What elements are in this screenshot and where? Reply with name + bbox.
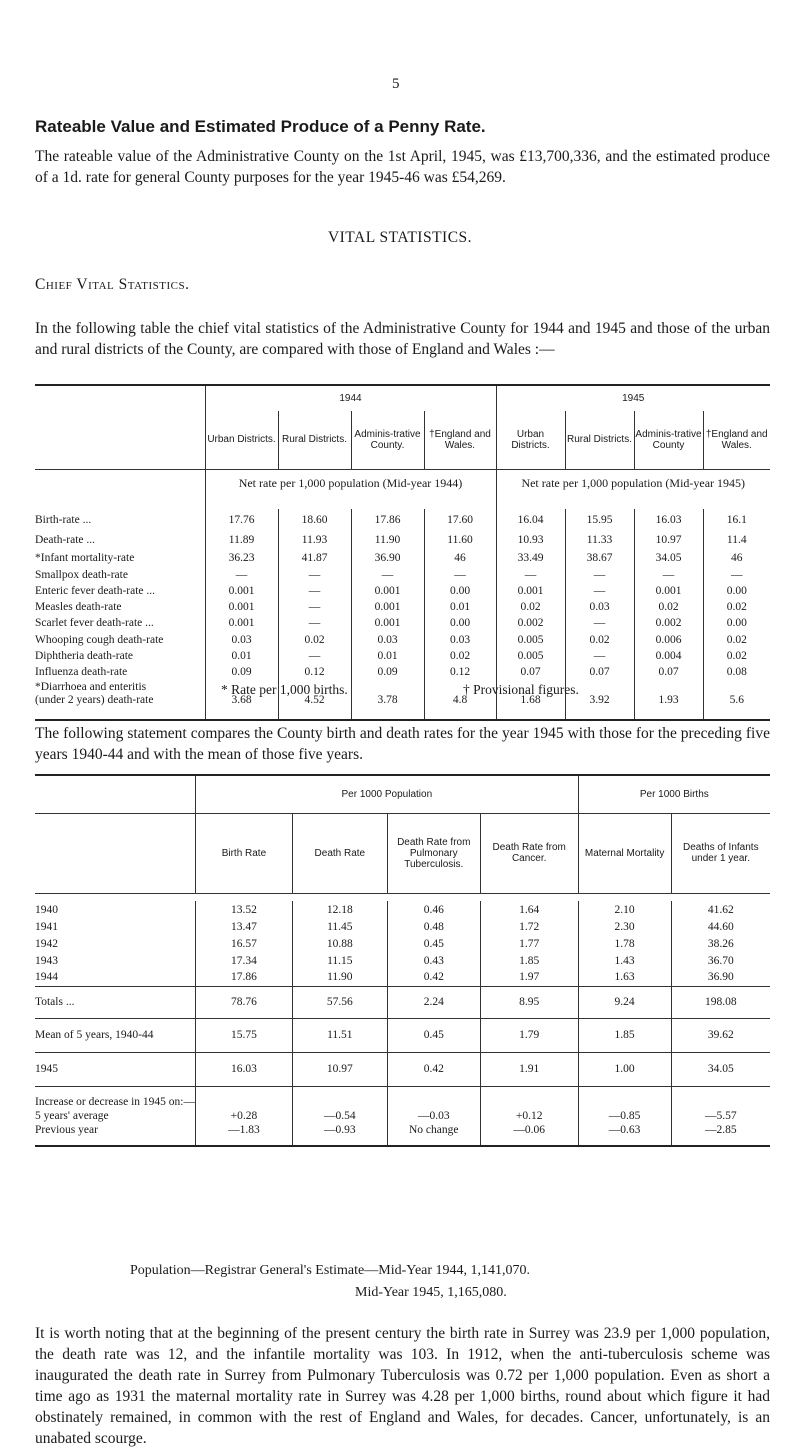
cell-value: 3.78 xyxy=(351,694,424,720)
intro-paragraph: In the following table the chief vital statistics of the Administrative County for 1944 and 1945 and those of the urban and rural districts of the County, are compared with those of England and Wales :— xyxy=(35,320,770,358)
year-1944-header: 1944 xyxy=(205,385,496,411)
table-row xyxy=(35,969,770,986)
col-header: Deaths of Infants under 1 year. xyxy=(671,813,770,893)
cell-value: 0.001 xyxy=(205,614,278,631)
cell-value: 16.03 xyxy=(195,1052,292,1086)
col-header: Death Rate from Cancer. xyxy=(480,813,578,893)
empty-cell xyxy=(387,1086,480,1108)
cell-value: 0.004 xyxy=(634,648,703,664)
cell-value: 3.68 xyxy=(205,694,278,720)
cell-value: 0.02 xyxy=(634,599,703,614)
col-header: Death Rate xyxy=(292,813,387,893)
cell-value: 46 xyxy=(424,549,496,567)
table-row xyxy=(35,952,770,969)
cell-value: 10.97 xyxy=(292,1052,387,1086)
cell-value: 0.001 xyxy=(205,582,278,599)
cell-value: 17.34 xyxy=(195,952,292,969)
cell-value: 10.97 xyxy=(634,531,703,549)
cell-value: 0.46 xyxy=(387,901,480,918)
row-label: Influenza death-rate xyxy=(35,665,128,678)
table-row xyxy=(35,648,770,664)
cell-value: 0.00 xyxy=(424,582,496,599)
cell-value: — xyxy=(205,567,278,582)
table-row xyxy=(35,918,770,935)
table-row xyxy=(35,986,770,1018)
compare-paragraph: The following statement compares the County birth and death rates for the year 1945 with those for the preceding five years 1940-44 and with the mean of those five years. xyxy=(35,725,770,763)
row-label: Whooping cough death-rate xyxy=(35,633,164,646)
col-header: Urban Districts. xyxy=(205,411,278,469)
row-label: 1941 xyxy=(35,920,58,933)
col-header: †England and Wales. xyxy=(703,411,770,469)
cell-value: 0.42 xyxy=(387,969,480,986)
cell-value: 11.93 xyxy=(278,531,351,549)
cell-value: 10.93 xyxy=(496,531,565,549)
cell-value: 39.62 xyxy=(671,1018,770,1052)
cell-value: 0.00 xyxy=(424,614,496,631)
cell-value: 4.52 xyxy=(278,694,351,720)
col-header: †England and Wales. xyxy=(424,411,496,469)
cell-value: 0.005 xyxy=(496,648,565,664)
table-row xyxy=(35,1018,770,1052)
col-header: Adminis-trative County. xyxy=(351,411,424,469)
cell-value: 11.33 xyxy=(565,531,634,549)
cell-value: —2.85 xyxy=(671,1124,770,1146)
cell-value: 198.08 xyxy=(671,986,770,1018)
cell-value: 0.48 xyxy=(387,918,480,935)
cell-value: 2.30 xyxy=(578,918,671,935)
cell-value: —0.85 xyxy=(578,1108,671,1124)
table-row xyxy=(35,935,770,952)
col-header: Urban Districts. xyxy=(496,411,565,469)
cell-value: 2.24 xyxy=(387,986,480,1018)
cell-value: 0.07 xyxy=(634,664,703,679)
cell-value: 0.02 xyxy=(703,648,770,664)
cell-value: 4.8 xyxy=(424,694,496,720)
table-row xyxy=(35,901,770,918)
cell-value: 16.04 xyxy=(496,509,565,531)
cell-value: —0.06 xyxy=(480,1124,578,1146)
subheader-1945: Net rate per 1,000 population (Mid-year 1945) xyxy=(496,469,770,509)
cell-value: 0.09 xyxy=(351,664,424,679)
cell-value: 0.001 xyxy=(496,582,565,599)
page-number: 5 xyxy=(392,76,400,92)
cell-value: 9.24 xyxy=(578,986,671,1018)
cell-value: 0.001 xyxy=(351,582,424,599)
cell-value: 12.18 xyxy=(292,901,387,918)
cell-value: No change xyxy=(387,1124,480,1146)
cell-value: 1.79 xyxy=(480,1018,578,1052)
cell-value: 0.42 xyxy=(387,1052,480,1086)
cell-value: 38.67 xyxy=(565,549,634,567)
population-1944: Population—Registrar General's Estimate—Mid-Year 1944, 1,141,070. xyxy=(130,1263,531,1278)
cell-value: 34.05 xyxy=(634,549,703,567)
cell-value: 0.03 xyxy=(351,631,424,648)
cell-value: 17.86 xyxy=(351,509,424,531)
cell-value: —0.63 xyxy=(578,1124,671,1146)
cell-value: 1.68 xyxy=(496,694,565,720)
cell-value: 1.77 xyxy=(480,935,578,952)
row-label: Birth-rate ... xyxy=(35,514,92,526)
cell-value: 1.97 xyxy=(480,969,578,986)
cell-value: 0.005 xyxy=(496,631,565,648)
cell-value: 0.43 xyxy=(387,952,480,969)
rateable-paragraph: The rateable value of the Administrative County on the 1st April, 1945, was £13,700,336, and the estimated produce of a 1d. rate for general County purposes for the year 1945-46 was £54,269. xyxy=(35,148,770,186)
cell-value: — xyxy=(278,648,351,664)
cell-value: 0.01 xyxy=(205,648,278,664)
cell-value: 0.01 xyxy=(351,648,424,664)
cell-value: — xyxy=(703,567,770,582)
cell-value: 16.57 xyxy=(195,935,292,952)
cell-value: 17.76 xyxy=(205,509,278,531)
cell-value: 5.6 xyxy=(703,694,770,720)
col-header: Death Rate from Pulmonary Tuberculosis. xyxy=(387,813,480,893)
cell-value: 1.64 xyxy=(480,901,578,918)
cell-value: 11.45 xyxy=(292,918,387,935)
cell-value: 0.02 xyxy=(703,631,770,648)
cell-value: 0.02 xyxy=(278,631,351,648)
cell-value: 44.60 xyxy=(671,918,770,935)
row-label: Smallpox death-rate xyxy=(35,568,128,581)
cell-value: 0.03 xyxy=(565,599,634,614)
table-row xyxy=(35,582,770,599)
table-row xyxy=(35,1124,770,1146)
rates-comparison-table xyxy=(35,774,770,1147)
table-row xyxy=(35,1108,770,1124)
cell-value: 11.15 xyxy=(292,952,387,969)
cell-value: — xyxy=(424,567,496,582)
cell-value: — xyxy=(496,567,565,582)
spacer-cell xyxy=(35,893,770,901)
vital-statistics-table xyxy=(35,384,770,721)
table-row xyxy=(35,1086,770,1108)
row-label: Mean of 5 years, 1940-44 xyxy=(35,1029,154,1041)
col-header: Birth Rate xyxy=(195,813,292,893)
cell-value: 11.60 xyxy=(424,531,496,549)
cell-value: 16.03 xyxy=(634,509,703,531)
cell-value: 1.63 xyxy=(578,969,671,986)
table-row xyxy=(35,631,770,648)
cell-value: 18.60 xyxy=(278,509,351,531)
row-label: 1942 xyxy=(35,937,58,950)
year-1945-header: 1945 xyxy=(496,385,770,411)
cell-value: — xyxy=(565,582,634,599)
table-row xyxy=(35,567,770,582)
cell-value: 11.89 xyxy=(205,531,278,549)
empty-cell xyxy=(195,1086,292,1108)
cell-value: 15.75 xyxy=(195,1018,292,1052)
chief-vital-statistics-title: Chief Vital Statistics. xyxy=(35,276,190,293)
col-header: Rural Districts. xyxy=(278,411,351,469)
cell-value: —0.54 xyxy=(292,1108,387,1124)
cell-value: 0.45 xyxy=(387,1018,480,1052)
cell-value: 46 xyxy=(703,549,770,567)
cell-value: 0.03 xyxy=(205,631,278,648)
table-row xyxy=(35,614,770,631)
cell-value: —5.57 xyxy=(671,1108,770,1124)
cell-value: — xyxy=(278,567,351,582)
col-header: Adminis-trative County xyxy=(634,411,703,469)
row-label: *Infant mortality-rate xyxy=(35,552,135,564)
row-label: Totals ... xyxy=(35,996,75,1008)
cell-value: 36.90 xyxy=(351,549,424,567)
cell-value: 0.01 xyxy=(424,599,496,614)
cell-value: — xyxy=(278,599,351,614)
cell-value: 57.56 xyxy=(292,986,387,1018)
table-row xyxy=(35,694,770,720)
cell-value: — xyxy=(565,648,634,664)
cell-value: 0.02 xyxy=(565,631,634,648)
cell-value: 1.00 xyxy=(578,1052,671,1086)
cell-value: — xyxy=(278,614,351,631)
cell-value: 0.001 xyxy=(634,582,703,599)
empty-cell xyxy=(480,1086,578,1108)
cell-value: 11.90 xyxy=(351,531,424,549)
cell-value: 0.08 xyxy=(703,664,770,679)
cell-value: 0.07 xyxy=(565,664,634,679)
cell-value: 15.95 xyxy=(565,509,634,531)
cell-value: 0.002 xyxy=(634,614,703,631)
col-header: Rural Districts. xyxy=(565,411,634,469)
cell-value: 78.76 xyxy=(195,986,292,1018)
cell-value: — xyxy=(278,582,351,599)
cell-value: 34.05 xyxy=(671,1052,770,1086)
cell-value: 1.85 xyxy=(480,952,578,969)
table-row xyxy=(35,509,770,531)
subheader-1944: Net rate per 1,000 population (Mid-year 1944) xyxy=(205,469,496,509)
cell-value: 1.93 xyxy=(634,694,703,720)
cell-value: +0.12 xyxy=(480,1108,578,1124)
cell-value: 36.90 xyxy=(671,969,770,986)
cell-value: 2.10 xyxy=(578,901,671,918)
cell-value: 1.78 xyxy=(578,935,671,952)
cell-value: 8.95 xyxy=(480,986,578,1018)
cell-value xyxy=(351,679,424,694)
cell-value: 10.88 xyxy=(292,935,387,952)
cell-value: — xyxy=(634,567,703,582)
cell-value: 11.90 xyxy=(292,969,387,986)
row-label: 1945 xyxy=(35,1063,58,1075)
empty-cell xyxy=(671,1086,770,1108)
cell-value: 0.09 xyxy=(205,664,278,679)
cell-value: 0.001 xyxy=(205,599,278,614)
cell-value: +0.28 xyxy=(195,1108,292,1124)
cell-value: 1.72 xyxy=(480,918,578,935)
change-label: Increase or decrease in 1945 on:— xyxy=(35,1096,195,1108)
cell-value: 0.03 xyxy=(424,631,496,648)
cell-value: —1.83 xyxy=(195,1124,292,1146)
row-label: 5 years' average xyxy=(35,1110,109,1122)
cell-value: — xyxy=(565,614,634,631)
empty-cell xyxy=(292,1086,387,1108)
cell-value: 11.51 xyxy=(292,1018,387,1052)
table-row xyxy=(35,664,770,679)
cell-value: 0.07 xyxy=(496,664,565,679)
footnote-provisional: † Provisional figures. xyxy=(463,682,579,697)
spacer-row xyxy=(35,893,770,901)
row-label: Diphtheria death-rate xyxy=(35,650,134,662)
cell-value: 36.70 xyxy=(671,952,770,969)
row-label: Scarlet fever death-rate ... xyxy=(35,616,154,629)
table-row xyxy=(35,679,770,694)
population-1945: Mid-Year 1945, 1,165,080. xyxy=(355,1285,507,1300)
cell-value: 41.87 xyxy=(278,549,351,567)
table-row xyxy=(35,531,770,549)
cell-value xyxy=(703,679,770,694)
cell-value: 0.001 xyxy=(351,614,424,631)
cell-value: 17.60 xyxy=(424,509,496,531)
cell-value: —0.93 xyxy=(292,1124,387,1146)
cell-value: 1.85 xyxy=(578,1018,671,1052)
per-1000-population-header: Per 1000 Population xyxy=(195,775,578,813)
table-row xyxy=(35,1052,770,1086)
row-label: *Diarrhoea and enteritis xyxy=(35,680,147,693)
cell-value: 17.86 xyxy=(195,969,292,986)
cell-value: 1.91 xyxy=(480,1052,578,1086)
col-header: Maternal Mortality xyxy=(578,813,671,893)
empty-cell xyxy=(578,1086,671,1108)
cell-value: 0.00 xyxy=(703,614,770,631)
table-row xyxy=(35,549,770,567)
row-label: 1943 xyxy=(35,954,58,967)
cell-value: 33.49 xyxy=(496,549,565,567)
cell-value: 36.23 xyxy=(205,549,278,567)
row-label: Measles death-rate xyxy=(35,600,122,613)
table-row xyxy=(35,599,770,614)
row-label: Enteric fever death-rate ... xyxy=(35,584,156,597)
cell-value: 0.02 xyxy=(703,599,770,614)
cell-value: 13.52 xyxy=(195,901,292,918)
per-1000-births-header: Per 1000 Births xyxy=(578,775,770,813)
cell-value: 16.1 xyxy=(703,509,770,531)
cell-value: 41.62 xyxy=(671,901,770,918)
cell-value: 0.002 xyxy=(496,614,565,631)
cell-value: — xyxy=(351,567,424,582)
cell-value: 0.12 xyxy=(278,664,351,679)
row-label: Death-rate ... xyxy=(35,534,96,546)
row-label: (under 2 years) death-rate xyxy=(35,694,154,706)
closing-paragraph: It is worth noting that at the beginning of the present century the birth rate in Surrey was 23.9 per 1,000 population, the death rate was 12, and the infantile mortality was 103. In 1912, when the anti-tuberculosis scheme was inaugurated the death rate in Surrey from Pulmonary Tuberculosis was 0.72 per 1,000 population. Even as short a time ago as 1931 the maternal mortality rate in Surrey was 4.28 per 1,000 births, round about which figure it had obstinately remained, in common with the rest of England and Wales, for decades. Cancer, unfortunately, is an unabated scourge. xyxy=(35,1325,770,1447)
cell-value: 38.26 xyxy=(671,935,770,952)
footnote-births: * Rate per 1,000 births. xyxy=(221,682,348,697)
row-label: 1940 xyxy=(35,903,58,916)
row-label: Previous year xyxy=(35,1124,98,1136)
cell-value: 11.4 xyxy=(703,531,770,549)
cell-value: 0.00 xyxy=(703,582,770,599)
vital-statistics-title: VITAL STATISTICS. xyxy=(327,229,473,246)
cell-value: 1.43 xyxy=(578,952,671,969)
cell-value: 0.001 xyxy=(351,599,424,614)
cell-value xyxy=(634,679,703,694)
cell-value: 0.12 xyxy=(424,664,496,679)
cell-value: 3.92 xyxy=(565,694,634,720)
cell-value: — xyxy=(565,567,634,582)
row-label: 1944 xyxy=(35,971,58,984)
cell-value: 13.47 xyxy=(195,918,292,935)
cell-value: 0.006 xyxy=(634,631,703,648)
section-heading: Rateable Value and Estimated Produce of a Penny Rate. xyxy=(35,117,486,136)
cell-value: 0.02 xyxy=(496,599,565,614)
cell-value: 0.02 xyxy=(424,648,496,664)
cell-value: —0.03 xyxy=(387,1108,480,1124)
cell-value: 0.45 xyxy=(387,935,480,952)
